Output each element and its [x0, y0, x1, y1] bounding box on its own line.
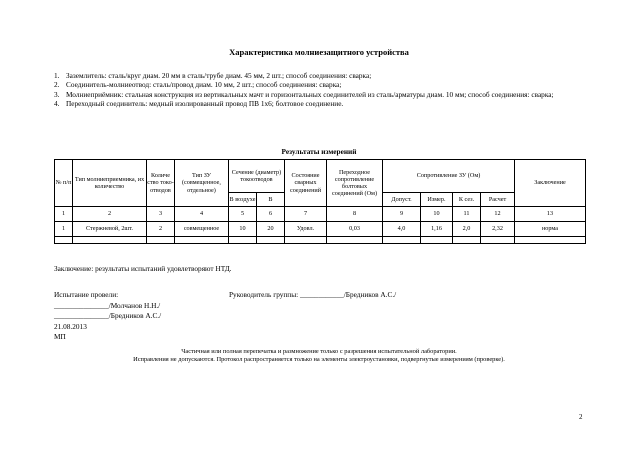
header-cell: Допуст.	[383, 193, 421, 207]
header-cell: В воздухе	[229, 193, 257, 207]
results-table	[54, 159, 586, 244]
list-item: 2. Соединитель-молниеотвод: сталь/провод диам. 10 мм, 2 шт.; способ соединения: сварка;	[54, 80, 342, 90]
list-item: 1. Заземлитель: сталь/круг диам. 20 мм в сталь/трубе диам. 45 мм, 2 шт.; способ соединения: сварка;	[54, 71, 372, 80]
header-cell: К сез.	[453, 193, 481, 207]
header-cell: Расчет	[481, 193, 515, 207]
page-number: 2	[579, 413, 583, 421]
header-cell: Сечение (диаметр) токоотводов	[229, 160, 285, 193]
header-cell: Заключение	[515, 160, 586, 207]
header-cell: Измер.	[421, 193, 453, 207]
results-title: Результаты измерений	[281, 147, 357, 156]
column-number-row: 1 2 3 4 5 6 7 8 9 10 11 12 13	[55, 207, 586, 222]
list-item: 4. Переходный соединитель: медный изолированный провод ПВ 1х6; болтовое соединение.	[54, 99, 344, 109]
header-cell: Переходное сопротивление болтовых соединений (Ом)	[327, 160, 383, 207]
document-title: Характеристика молниезащитного устройства	[229, 47, 409, 57]
characteristics-list	[54, 71, 584, 109]
header-cell: Тип молниеприемника, их количество	[73, 160, 147, 207]
header-cell: Состояние сварных соединений	[285, 160, 327, 207]
header-cell: В	[257, 193, 285, 207]
empty-row	[55, 237, 586, 244]
header-cell: Количе ство токо-отводов	[147, 160, 175, 207]
signature-right: Руководитель группы: ____________/Бредников А.С./	[229, 290, 397, 299]
conclusion-text: Заключение: результаты испытаний удовлетворяют НТД.	[54, 264, 232, 273]
header-cell: Сопротивление ЗУ (Ом)	[383, 160, 515, 193]
table-header-row	[55, 160, 586, 193]
header-cell: Тип ЗУ (совмещенное, отдельное)	[175, 160, 229, 207]
footer-note: Частичная или полная перепечатка и размножение только с разрешения испытательной лаборатории. Исправления не допускаются. Протокол распространяется только на элементы электроустановки, подвергнутые измерениям (проверке).	[133, 348, 505, 364]
table-row: 1 Стержневой, 2шт. 2 совмещенное 10 20 Удовл. 0,03 4,0 1,16 2,0 2,32 норма	[55, 222, 586, 237]
list-item: 3. Молниеприёмник: стальная конструкция из вертикальных мачт и горизонтальных соединителей из сталь/арматуры диам. 10 мм; способ соединения: сварка;	[54, 89, 554, 99]
header-cell: № п/п	[55, 160, 73, 207]
signatures-left: Испытание провели: _______________/Молчанов Н.Н./ _______________/Бредников А.С./ 21.08.2013 МП	[54, 290, 162, 341]
